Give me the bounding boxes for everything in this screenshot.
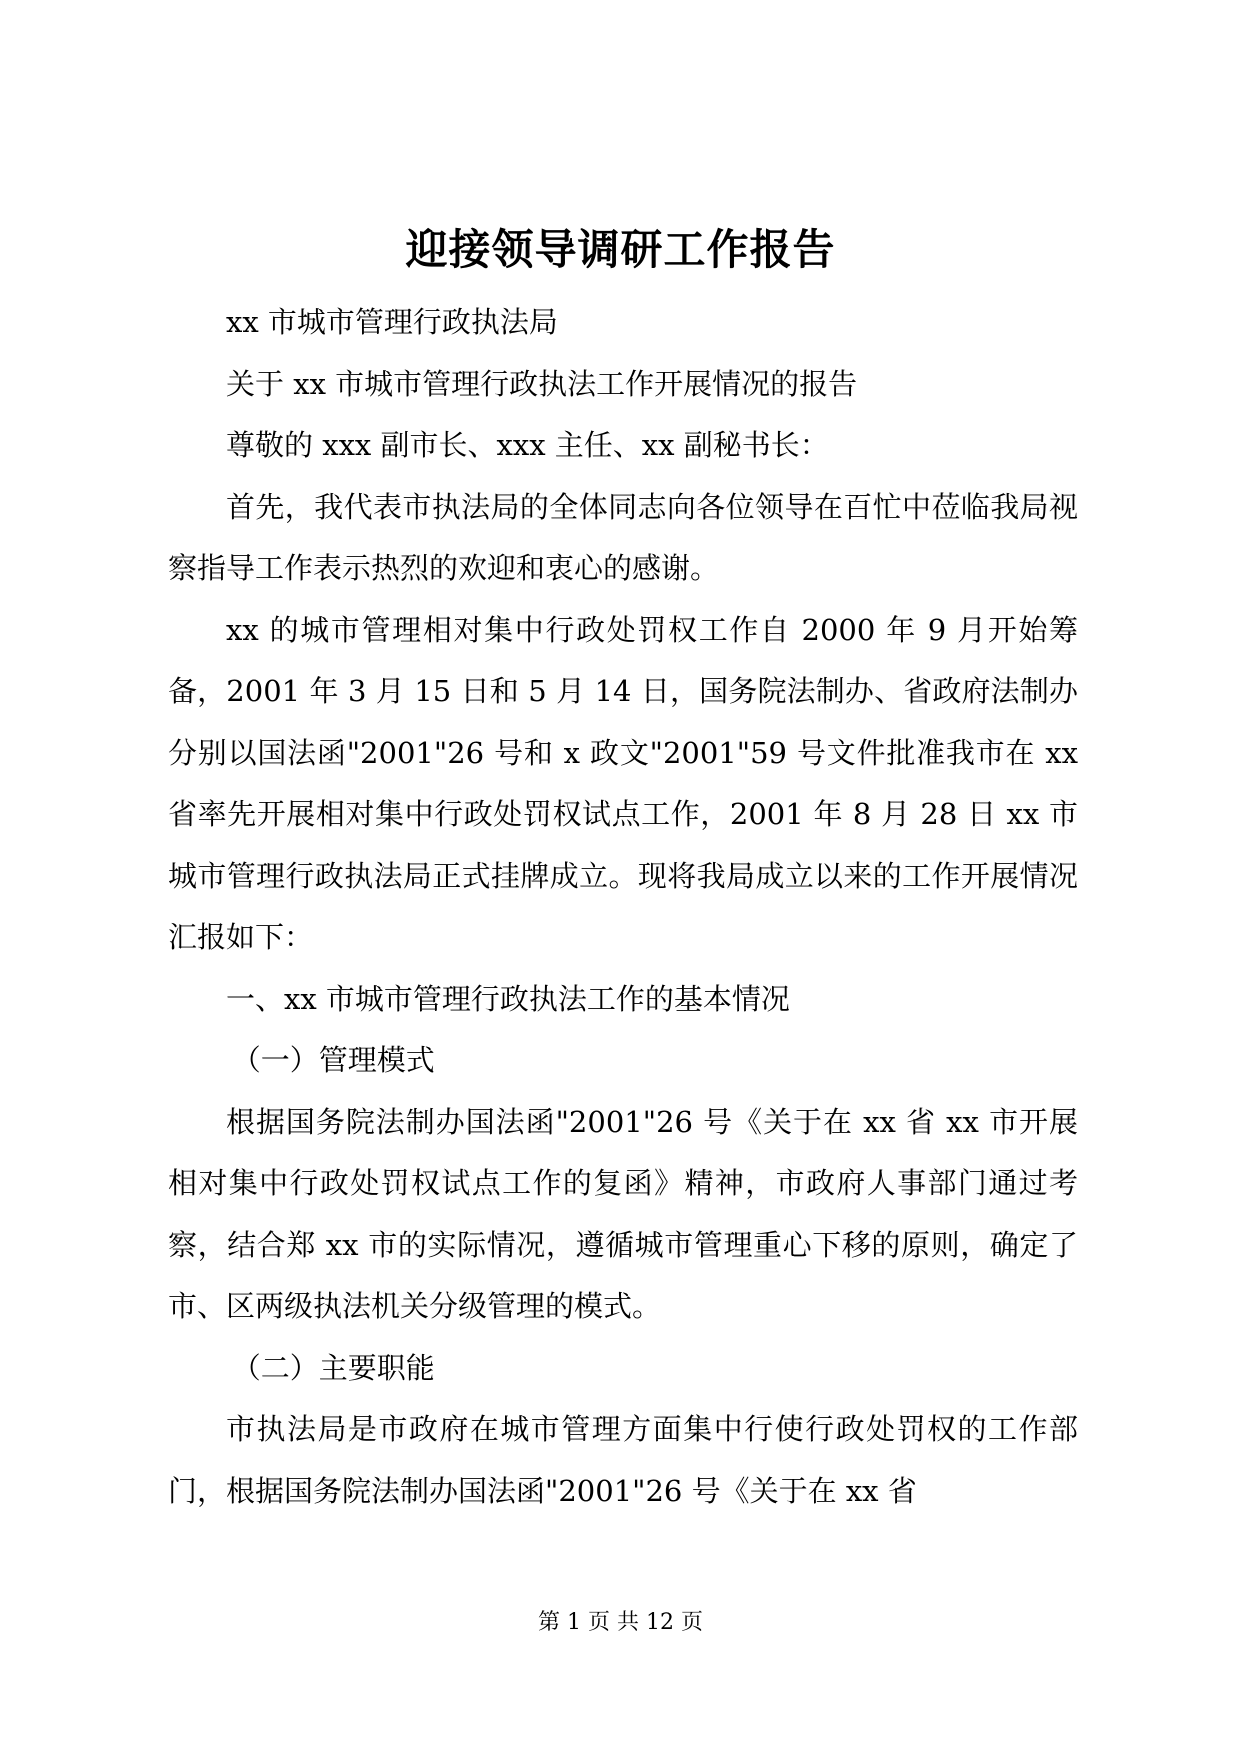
report-subject-line: 关于 xx 市城市管理行政执法工作开展情况的报告 [226, 366, 858, 401]
subsection-heading-management-mode: （一）管理模式 [231, 1043, 435, 1077]
welcome-paragraph: 首先，我代表市执法局的全体同志向各位领导在百忙中莅临我局视察指导工作表示热烈的欢迎和衷心的感谢。 [168, 489, 1078, 585]
section-heading-basic-situation: 一、xx 市城市管理行政执法工作的基本情况 [226, 981, 790, 1016]
main-functions-paragraph: 市执法局是市政府在城市管理方面集中行使行政处罚权的工作部门，根据国务院法制办国法函"2001"26 号《关于在 xx 省 [168, 1412, 1078, 1508]
salutation-line: 尊敬的 xxx 副市长、xxx 主任、xx 副秘书长： [226, 428, 829, 462]
management-mode-paragraph: 根据国务院法制办国法函"2001"26 号《关于在 xx 省 xx 市开展相对集中行政处罚权试点工作的复函》精神，市政府人事部门通过考察，结合郑 xx 市的实际情况，遵循城市管理重心下移的原则，确定了市、区两级执法机关分级管理的模式。 [168, 1104, 1078, 1323]
document-body [168, 292, 1078, 1522]
issuer-line: xx 市城市管理行政执法局 [226, 305, 558, 339]
subsection-heading-main-functions: （二）主要职能 [231, 1350, 435, 1385]
page-footer: 第 1 页 共 12 页 [538, 1610, 703, 1635]
background-paragraph: xx 的城市管理相对集中行政处罚权工作自 2000 年 9 月开始筹备，2001 年 3 月 15 日和 5 月 14 日，国务院法制办、省政府法制办分别以国法函"2001"26 号和 x 政文"2001"59 号文件批准我市在 xx 省率先开展相对集中行政处罚权试点工作，2001 年 8 月 28 日 xx 市城市管理行政执法局正式挂牌成立。现将我局成立以来的工作开展情况汇报如下： [168, 612, 1078, 954]
document-title: 迎接领导调研工作报告 [405, 225, 836, 274]
